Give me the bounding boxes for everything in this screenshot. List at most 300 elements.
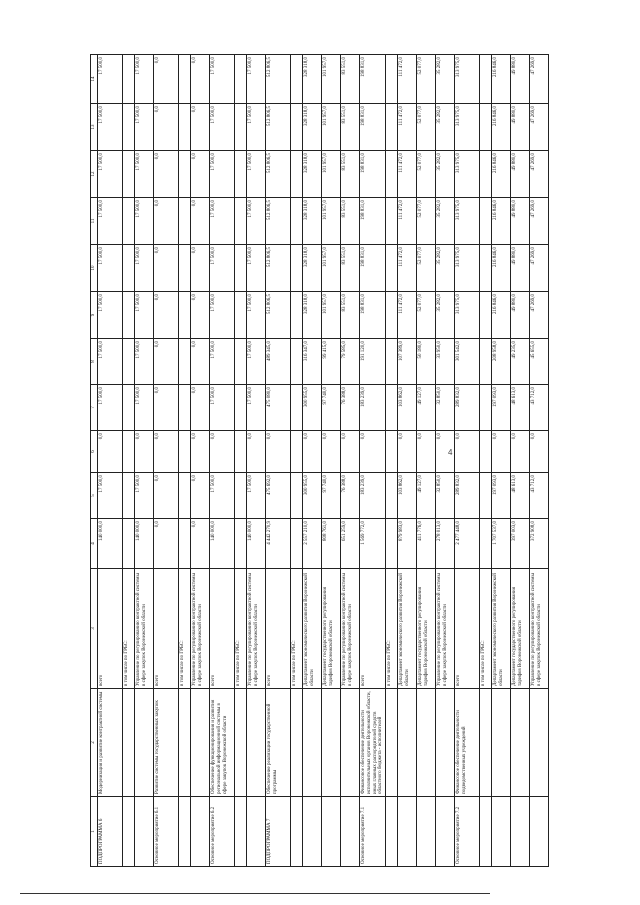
value-cell: 289 832,0 xyxy=(455,473,480,519)
value-cell: 101 957,0 xyxy=(322,292,341,339)
value-cell: 183 239,0 xyxy=(360,385,386,431)
program-name-cell: Модернизация и развитие контрактной системы xyxy=(98,689,123,797)
grbs-cell: в том числе по ГРБС: xyxy=(123,569,135,689)
value-cell xyxy=(123,519,135,569)
value-cell: 216 846,0 xyxy=(492,151,511,198)
value-cell: 32 850,0 xyxy=(436,473,455,519)
value-cell xyxy=(123,198,135,245)
table-row xyxy=(210,55,235,867)
program-name-cell xyxy=(235,689,247,797)
value-cell: 313 975,0 xyxy=(455,198,480,245)
value-cell xyxy=(179,339,191,385)
value-cell: 328 318,0 xyxy=(303,104,322,151)
grbs-cell: Департамент экономического развития Воронежской области xyxy=(492,569,511,689)
value-cell: 0,0 xyxy=(154,245,179,292)
value-cell: 313 975,0 xyxy=(455,104,480,151)
value-cell: 103 862,0 xyxy=(398,385,417,431)
grbs-cell: в том числе по ГРБС: xyxy=(386,569,398,689)
value-cell: 35 282,0 xyxy=(436,292,455,339)
value-cell: 107 389,0 xyxy=(398,339,417,385)
value-cell: 198 831,0 xyxy=(360,151,386,198)
value-cell: 313 975,0 xyxy=(455,245,480,292)
value-cell: 17 500,0 xyxy=(210,473,235,519)
value-cell: 97 740,0 xyxy=(322,473,341,519)
value-cell: 0,0 xyxy=(154,431,179,473)
value-cell: 512 806,5 xyxy=(266,198,291,245)
program-cell xyxy=(530,797,549,867)
value-cell: 198 831,0 xyxy=(360,104,386,151)
value-cell: 83 551,0 xyxy=(341,55,360,104)
program-name-cell: Финансовое обеспечение деятельности подведомственных учреждений xyxy=(455,689,480,797)
value-cell xyxy=(291,519,303,569)
value-cell: 17 500,0 xyxy=(247,104,266,151)
value-cell: 35 282,0 xyxy=(436,151,455,198)
value-cell: 328 318,0 xyxy=(303,198,322,245)
value-cell: 512 806,5 xyxy=(266,151,291,198)
value-cell: 49 880,0 xyxy=(511,245,530,292)
value-cell: 183 239,0 xyxy=(360,473,386,519)
value-cell xyxy=(235,151,247,198)
value-cell: 140 000,0 xyxy=(247,519,266,569)
table-row xyxy=(492,55,511,867)
value-cell: 411 776,0 xyxy=(417,519,436,569)
value-cell: 0,0 xyxy=(191,151,210,198)
value-cell xyxy=(291,385,303,431)
value-cell: 512 806,5 xyxy=(266,55,291,104)
value-cell: 0,0 xyxy=(191,198,210,245)
value-cell: 17 500,0 xyxy=(210,245,235,292)
value-cell: 300 955,0 xyxy=(303,385,322,431)
value-cell: 17 500,0 xyxy=(247,339,266,385)
value-cell xyxy=(179,292,191,339)
value-cell: 278 013,0 xyxy=(436,519,455,569)
value-cell xyxy=(123,151,135,198)
value-cell: 17 500,0 xyxy=(135,385,154,431)
value-cell: 52 077,0 xyxy=(417,104,436,151)
value-cell: 17 500,0 xyxy=(98,104,123,151)
value-cell xyxy=(291,198,303,245)
program-cell xyxy=(398,797,417,867)
grbs-cell: Департамент государственного регулирования тарифов Воронежской области xyxy=(511,569,530,689)
table-row xyxy=(455,55,480,867)
value-cell: 49 880,0 xyxy=(511,292,530,339)
program-cell xyxy=(123,797,135,867)
grbs-cell: Департамент экономического развития Воронежской области xyxy=(398,569,417,689)
value-cell: 17 500,0 xyxy=(210,151,235,198)
value-cell: 32 850,0 xyxy=(436,385,455,431)
value-cell: 0,0 xyxy=(154,55,179,104)
value-cell: 33 950,0 xyxy=(436,339,455,385)
value-cell xyxy=(235,385,247,431)
program-name-cell xyxy=(322,689,341,797)
value-cell xyxy=(291,292,303,339)
program-cell xyxy=(191,797,210,867)
value-cell: 52 077,0 xyxy=(417,55,436,104)
value-cell: 111 472,0 xyxy=(398,245,417,292)
value-cell xyxy=(179,431,191,473)
value-cell: 43 712,0 xyxy=(530,385,549,431)
program-name-cell xyxy=(530,689,549,797)
table-body xyxy=(91,55,549,867)
value-cell: 0,0 xyxy=(154,473,179,519)
table-rotator xyxy=(90,55,542,867)
table-row xyxy=(179,55,191,867)
program-name-cell xyxy=(303,689,322,797)
table-row xyxy=(123,55,135,867)
value-cell: 111 472,0 xyxy=(398,292,417,339)
value-cell: 17 500,0 xyxy=(135,198,154,245)
value-cell xyxy=(179,55,191,104)
program-cell xyxy=(135,797,154,867)
value-cell: 1 707 537,0 xyxy=(492,519,511,569)
program-cell xyxy=(511,797,530,867)
program-name-cell xyxy=(436,689,455,797)
grbs-cell: всего xyxy=(98,569,123,689)
value-cell: 17 500,0 xyxy=(98,198,123,245)
value-cell: 17 500,0 xyxy=(210,198,235,245)
value-cell: 198 831,0 xyxy=(360,198,386,245)
value-cell xyxy=(480,519,492,569)
value-cell xyxy=(123,431,135,473)
value-cell: 0,0 xyxy=(191,292,210,339)
program-cell: Основное мероприятие 7.2 xyxy=(455,797,480,867)
program-name-cell xyxy=(492,689,511,797)
value-cell: 475 692,0 xyxy=(266,473,291,519)
value-cell: 52 077,0 xyxy=(417,151,436,198)
table-row xyxy=(266,55,291,867)
program-cell xyxy=(247,797,266,867)
value-cell: 0,0 xyxy=(322,431,341,473)
program-name-cell: Обеспечение функционирования и развития региональной информационной системы в сфере закупок Воронежской области xyxy=(210,689,235,797)
value-cell: 198 831,0 xyxy=(360,245,386,292)
value-cell: 17 500,0 xyxy=(247,151,266,198)
program-cell xyxy=(492,797,511,867)
program-name-cell xyxy=(135,689,154,797)
value-cell: 47 269,0 xyxy=(530,245,549,292)
grbs-cell: Управление по регулированию контрактной системы в сфере закупок Воронежской области xyxy=(530,569,549,689)
table-row xyxy=(154,55,179,867)
value-cell xyxy=(291,104,303,151)
grbs-cell: всего xyxy=(266,569,291,689)
value-cell xyxy=(386,473,398,519)
value-cell: 197 093,0 xyxy=(492,385,511,431)
value-cell: 17 500,0 xyxy=(247,198,266,245)
program-cell xyxy=(179,797,191,867)
value-cell xyxy=(179,198,191,245)
value-cell xyxy=(480,55,492,104)
value-cell: 208 958,0 xyxy=(492,339,511,385)
grbs-cell: в том числе по ГРБС: xyxy=(291,569,303,689)
value-cell xyxy=(386,104,398,151)
value-cell: 103 862,0 xyxy=(398,473,417,519)
value-cell: 0,0 xyxy=(154,198,179,245)
grbs-cell: Департамент государственного регулирования тарифов Воронежской области xyxy=(417,569,436,689)
table-row xyxy=(386,55,398,867)
value-cell: 101 957,0 xyxy=(322,151,341,198)
value-cell xyxy=(179,245,191,292)
value-cell: 17 500,0 xyxy=(210,55,235,104)
value-cell xyxy=(480,431,492,473)
program-cell xyxy=(291,797,303,867)
table-row xyxy=(360,55,386,867)
program-cell xyxy=(341,797,360,867)
value-cell: 0,0 xyxy=(417,431,436,473)
value-cell: 111 472,0 xyxy=(398,151,417,198)
value-cell: 313 975,0 xyxy=(455,151,480,198)
table-row xyxy=(511,55,530,867)
value-cell: 48 613,0 xyxy=(511,473,530,519)
value-cell: 35 282,0 xyxy=(436,245,455,292)
value-cell xyxy=(386,339,398,385)
header-cell: 14 xyxy=(91,55,98,104)
value-cell: 0,0 xyxy=(191,473,210,519)
value-cell: 0,0 xyxy=(191,519,210,569)
table-row xyxy=(398,55,417,867)
value-cell: 17 500,0 xyxy=(135,245,154,292)
value-cell: 313 975,0 xyxy=(455,292,480,339)
grbs-cell: Управление по регулированию контрактной системы в сфере закупок Воронежской области xyxy=(191,569,210,689)
value-cell xyxy=(386,292,398,339)
header-cell: 11 xyxy=(91,198,98,245)
value-cell: 0,0 xyxy=(341,431,360,473)
value-cell: 397 003,0 xyxy=(511,519,530,569)
header-cell: 6 xyxy=(91,431,98,473)
value-cell: 0,0 xyxy=(98,431,123,473)
value-cell: 52 077,0 xyxy=(417,245,436,292)
program-cell: Основное мероприятие 7.1 xyxy=(360,797,386,867)
value-cell: 316 347,0 xyxy=(303,339,322,385)
value-cell: 372 908,0 xyxy=(530,519,549,569)
value-cell: 83 551,0 xyxy=(341,151,360,198)
value-cell: 328 318,0 xyxy=(303,292,322,339)
value-cell: 17 500,0 xyxy=(247,245,266,292)
table-row xyxy=(303,55,322,867)
program-name-cell: Обеспечение реализации государственной программы xyxy=(266,689,291,797)
grbs-cell: Департамент экономического развития Воронежской области xyxy=(303,569,322,689)
value-cell: 0,0 xyxy=(436,431,455,473)
table-row xyxy=(98,55,123,867)
value-cell: 216 846,0 xyxy=(492,245,511,292)
table-row xyxy=(530,55,549,867)
value-cell: 83 551,0 xyxy=(341,245,360,292)
header-cell: 12 xyxy=(91,151,98,198)
value-cell xyxy=(235,431,247,473)
value-cell: 216 846,0 xyxy=(492,104,511,151)
value-cell: 328 318,0 xyxy=(303,245,322,292)
value-cell: 17 500,0 xyxy=(98,292,123,339)
value-cell: 0,0 xyxy=(154,104,179,151)
value-cell: 0,0 xyxy=(266,431,291,473)
value-cell: 140 000,0 xyxy=(135,519,154,569)
value-cell: 1 569 772,0 xyxy=(360,519,386,569)
value-cell: 0,0 xyxy=(191,55,210,104)
value-cell xyxy=(291,473,303,519)
value-cell: 300 955,0 xyxy=(303,473,322,519)
program-cell xyxy=(436,797,455,867)
value-cell xyxy=(235,55,247,104)
value-cell: 17 500,0 xyxy=(210,104,235,151)
value-cell: 111 472,0 xyxy=(398,198,417,245)
value-cell xyxy=(235,473,247,519)
value-cell xyxy=(291,55,303,104)
grbs-cell: всего xyxy=(210,569,235,689)
value-cell: 879 983,0 xyxy=(398,519,417,569)
value-cell xyxy=(386,431,398,473)
value-cell: 17 500,0 xyxy=(210,339,235,385)
value-cell xyxy=(123,104,135,151)
value-cell xyxy=(235,245,247,292)
program-cell: Основное мероприятие 6.2 xyxy=(210,797,235,867)
program-name-cell xyxy=(291,689,303,797)
value-cell: 4 442 270,9 xyxy=(266,519,291,569)
program-name-cell xyxy=(480,689,492,797)
value-cell: 35 282,0 xyxy=(436,104,455,151)
table-row xyxy=(291,55,303,867)
value-cell: 17 500,0 xyxy=(98,151,123,198)
program-name-cell xyxy=(179,689,191,797)
program-name-cell xyxy=(341,689,360,797)
value-cell xyxy=(480,292,492,339)
grbs-cell: всего xyxy=(455,569,480,689)
value-cell xyxy=(480,151,492,198)
value-cell: 17 500,0 xyxy=(98,473,123,519)
value-cell: 49 880,0 xyxy=(511,55,530,104)
value-cell: 0,0 xyxy=(360,431,386,473)
value-cell: 17 500,0 xyxy=(98,385,123,431)
value-cell xyxy=(386,519,398,569)
value-cell xyxy=(179,519,191,569)
value-cell: 0,0 xyxy=(191,245,210,292)
value-cell xyxy=(179,385,191,431)
value-cell: 49 235,0 xyxy=(511,339,530,385)
value-cell xyxy=(123,55,135,104)
grbs-cell: Департамент государственного регулирования тарифов Воронежской области xyxy=(322,569,341,689)
value-cell: 475 080,0 xyxy=(266,385,291,431)
value-cell: 99 415,0 xyxy=(322,339,341,385)
value-cell: 101 957,0 xyxy=(322,55,341,104)
value-cell: 140 000,0 xyxy=(98,519,123,569)
value-cell: 140 000,0 xyxy=(210,519,235,569)
table-row xyxy=(341,55,360,867)
value-cell xyxy=(386,55,398,104)
value-cell: 17 500,0 xyxy=(98,245,123,292)
program-cell: ПОДПРОГРАММА 6 xyxy=(98,797,123,867)
value-cell: 651 259,0 xyxy=(341,519,360,569)
value-cell: 0,0 xyxy=(135,431,154,473)
grbs-cell: Управление по регулированию контрактной системы в сфере закупок Воронежской области xyxy=(341,569,360,689)
program-name-cell xyxy=(398,689,417,797)
value-cell: 198 831,0 xyxy=(360,292,386,339)
value-cell: 17 500,0 xyxy=(135,292,154,339)
program-cell xyxy=(386,797,398,867)
value-cell: 0,0 xyxy=(511,431,530,473)
grbs-cell: всего xyxy=(154,569,179,689)
value-cell xyxy=(291,339,303,385)
grbs-cell: в том числе по ГРБС: xyxy=(480,569,492,689)
value-cell: 97 740,0 xyxy=(322,385,341,431)
value-cell: 512 806,5 xyxy=(266,292,291,339)
value-cell: 0,0 xyxy=(210,431,235,473)
value-cell: 289 832,0 xyxy=(455,385,480,431)
value-cell xyxy=(235,198,247,245)
value-cell: 17 500,0 xyxy=(98,339,123,385)
value-cell: 52 077,0 xyxy=(417,292,436,339)
value-cell xyxy=(123,473,135,519)
value-cell: 35 282,0 xyxy=(436,55,455,104)
value-cell: 83 551,0 xyxy=(341,104,360,151)
value-cell: 47 269,0 xyxy=(530,104,549,151)
program-name-cell: Развитие системы государственных закупок xyxy=(154,689,179,797)
value-cell: 2 477 448,0 xyxy=(455,519,480,569)
value-cell xyxy=(386,245,398,292)
header-cell: 8 xyxy=(91,339,98,385)
header-cell: 4 xyxy=(91,519,98,569)
value-cell: 17 500,0 xyxy=(135,151,154,198)
value-cell: 2 557 210,0 xyxy=(303,519,322,569)
header-cell: 13 xyxy=(91,104,98,151)
value-cell xyxy=(179,473,191,519)
value-cell: 0,0 xyxy=(154,385,179,431)
program-name-cell xyxy=(511,689,530,797)
header-cell: 7 xyxy=(91,385,98,431)
value-cell xyxy=(480,104,492,151)
value-cell xyxy=(123,292,135,339)
value-cell: 17 500,0 xyxy=(210,385,235,431)
value-cell: 47 269,0 xyxy=(530,292,549,339)
value-cell: 0,0 xyxy=(154,292,179,339)
value-cell xyxy=(235,519,247,569)
table-header-row xyxy=(91,55,98,867)
value-cell xyxy=(480,245,492,292)
value-cell: 17 500,0 xyxy=(247,385,266,431)
value-cell: 0,0 xyxy=(154,151,179,198)
table-row xyxy=(235,55,247,867)
value-cell: 83 551,0 xyxy=(341,292,360,339)
value-cell: 489 345,0 xyxy=(266,339,291,385)
header-cell: 10 xyxy=(91,245,98,292)
value-cell: 0,0 xyxy=(191,431,210,473)
value-cell xyxy=(480,198,492,245)
value-cell: 49 127,0 xyxy=(417,473,436,519)
value-cell: 17 500,0 xyxy=(135,473,154,519)
value-cell: 313 975,0 xyxy=(455,55,480,104)
value-cell: 197 093,0 xyxy=(492,473,511,519)
value-cell xyxy=(179,104,191,151)
value-cell xyxy=(291,245,303,292)
value-cell xyxy=(291,431,303,473)
value-cell: 0,0 xyxy=(398,431,417,473)
value-cell: 17 500,0 xyxy=(98,55,123,104)
value-cell: 0,0 xyxy=(154,519,179,569)
value-cell: 17 500,0 xyxy=(247,292,266,339)
value-cell: 43 712,0 xyxy=(530,473,549,519)
program-cell xyxy=(235,797,247,867)
value-cell: 328 318,0 xyxy=(303,55,322,104)
value-cell: 0,0 xyxy=(191,339,210,385)
table-row xyxy=(480,55,492,867)
table-row xyxy=(417,55,436,867)
value-cell: 0,0 xyxy=(191,104,210,151)
program-name-cell xyxy=(123,689,135,797)
value-cell xyxy=(179,151,191,198)
value-cell: 0,0 xyxy=(303,431,322,473)
value-cell: 216 846,0 xyxy=(492,55,511,104)
value-cell: 0,0 xyxy=(492,431,511,473)
value-cell xyxy=(480,473,492,519)
program-name-cell xyxy=(386,689,398,797)
value-cell: 101 957,0 xyxy=(322,104,341,151)
value-cell: 52 077,0 xyxy=(417,198,436,245)
